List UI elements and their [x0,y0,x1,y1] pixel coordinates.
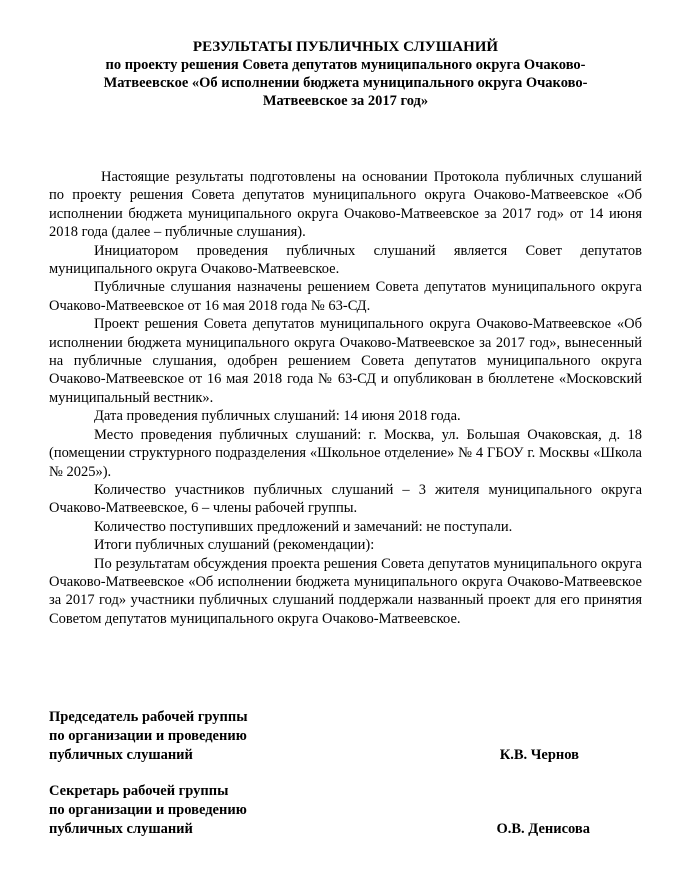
paragraph-place: Место проведения публичных слушаний: г. Москва, ул. Большая Очаковская, д. 18 (помещении структурного подразделения «Школьное отделение» № 4 ГБОУ г. Москвы «Школа № 2025»). [49,426,642,480]
signature-role [49,782,309,839]
role-line: публичных слушаний [49,821,193,837]
role-line: по организации и проведению [49,802,247,818]
paragraph-results: По результатам обсуждения проекта решения Совета депутатов муниципального округа Очаково-Матвеевское «Об исполнении бюджета муниципального округа Очаково-Матвеевское за 2017 год» участники публичных слушаний поддержали названный проект для его принятия Советом депутатов муниципального округа Очаково-Матвеевское. [49,555,642,627]
document-body [49,168,642,628]
title-line-2: по проекту решения Совета депутатов муниципального округа Очаково- [105,57,586,73]
title-line-4: Матвеевское за 2017 год» [262,93,429,109]
paragraph-date: Дата проведения публичных слушаний: 14 июня 2018 года. [94,408,461,425]
role-line: по организации и проведению [49,728,247,744]
paragraph-participants: Количество участников публичных слушаний – 3 жителя муниципального округа Очаково-Матвеевское, 6 – члены рабочей группы. [49,481,642,517]
paragraph-appointment: Публичные слушания назначены решением Совета депутатов муниципального округа Очаково-Матвеевское от 16 мая 2018 года № 63-СД. [49,279,642,314]
signatory-name: К.В. Чернов [499,747,579,763]
role-line: публичных слушаний [49,747,193,763]
paragraph-project: Проект решения Совета депутатов муниципального округа Очаково-Матвеевское «Об исполнении бюджета муниципального округа Очаково-Матвеевское за 2017 год», вынесенный на публичные слушания, одобрен решением Совета депутатов муниципального округа Очаково-Матвеевское от 16 мая 2018 года № 63-СД и опубликован в бюллетене «Московский муниципальный вестник». [49,316,642,406]
signature-secretary [49,782,642,839]
role-line: Секретарь рабочей группы [49,783,229,799]
document-title [40,38,651,110]
paragraph-initiator: Инициатором проведения публичных слушаний является Совет депутатов муниципального округа Очаково-Матвеевское. [49,242,642,278]
title-line-1: РЕЗУЛЬТАТЫ ПУБЛИЧНЫХ СЛУШАНИЙ [192,39,499,55]
signatory-name: О.В. Денисова [496,821,590,837]
signature-chairman [49,708,642,765]
paragraph-results-heading: Итоги публичных слушаний (рекомендации): [94,537,375,554]
paragraph-basis: Настоящие результаты подготовлены на основании Протокола публичных слушаний по проекту решения Совета депутатов муниципального округа Очаково-Матвеевское «Об исполнении бюджета муниципального округа Очаково-Матвеевское за 2017 год» от 14 июня 2018 года (далее – публичные слушания). [49,169,642,241]
title-line-3: Матвеевское «Об исполнении бюджета муниципального округа Очаково- [103,75,588,91]
signature-role [49,708,309,765]
paragraph-proposals: Количество поступивших предложений и замечаний: не поступали. [94,518,513,535]
role-line: Председатель рабочей группы [49,709,248,725]
